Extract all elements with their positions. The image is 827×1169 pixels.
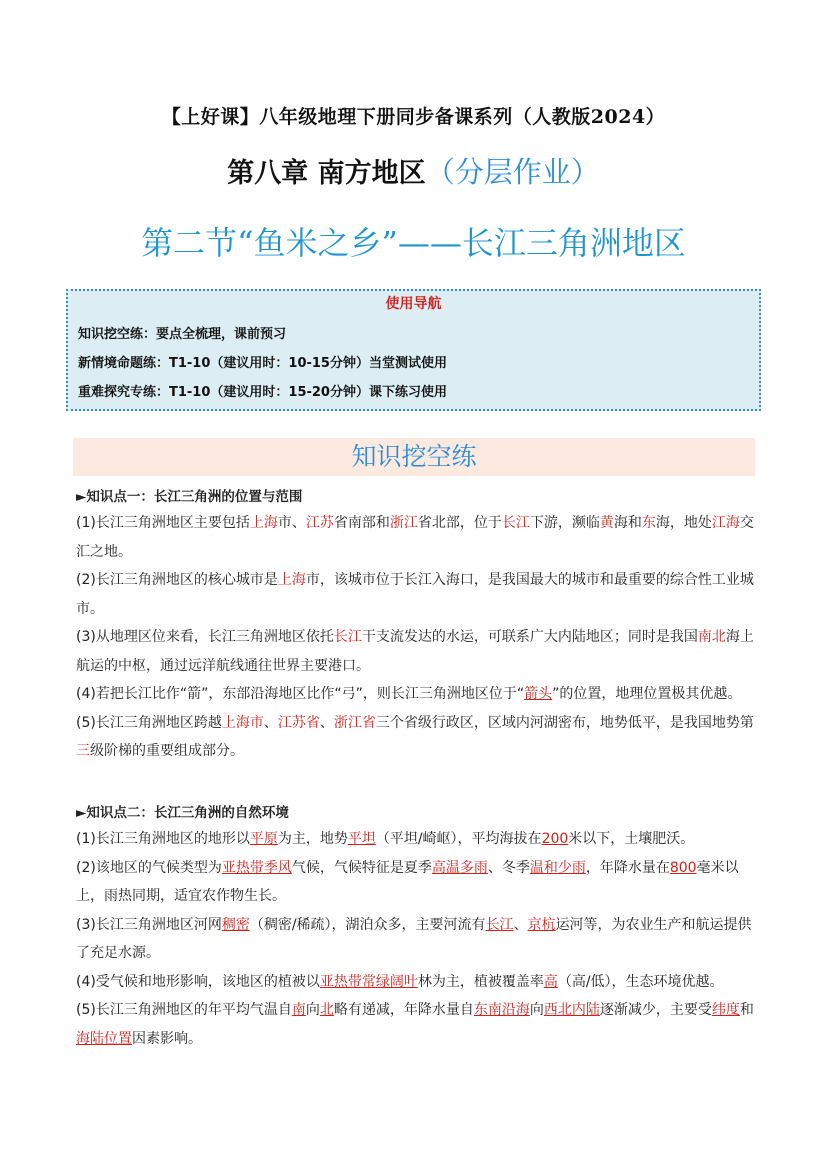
answer-text: 江苏省: [277, 714, 320, 731]
answer-blank: 海陆位置: [76, 1030, 132, 1047]
answer-blank: 平原: [249, 831, 278, 847]
body-text: 海，地处: [655, 515, 712, 531]
body-text: （高/低），生态环境优越。: [557, 973, 724, 990]
body-text: 略有递减，年降水量自: [333, 1002, 474, 1018]
body-text: 海上航运的中枢，通过远洋航线通往世界主要港口。: [76, 629, 754, 674]
body-text: 、: [319, 714, 334, 731]
body-text: ，年降水量在: [585, 859, 670, 876]
answer-blank: 亚热带季风: [221, 859, 292, 876]
body-text: 省南部和: [333, 515, 390, 531]
answer-text: 江苏: [305, 515, 334, 531]
body-text: 、冬季: [487, 859, 530, 876]
body-text: ”的位置，地理位置极其优越。: [552, 686, 742, 702]
series-title: 【上好课】八年级地理下册同步备课系列（人教版2024）: [161, 106, 666, 128]
answer-text: 浙江省: [333, 714, 376, 731]
section-band-title: 知识挖空练: [73, 438, 755, 476]
body-text: 、: [513, 916, 528, 933]
answer-blank: 高温多雨: [431, 859, 488, 876]
body-text: (5)长江三角洲地区跨越: [76, 714, 222, 731]
knowledge-item: [76, 968, 756, 997]
answer-text: 江海: [711, 515, 740, 531]
body-text: 市，该城市位于长江入海口，是我国最大的城市和最重要的综合性工业城市。: [76, 572, 754, 617]
body-text: (2)长江三角洲地区的核心城市是: [76, 572, 278, 588]
body-text: (4)若把长江比作“箭”，东部沿海地区比作“弓”，则长江三角洲地区位于“: [76, 686, 525, 702]
knowledge-item: [76, 825, 756, 854]
answer-text: 长江: [333, 629, 362, 645]
body-text: 下游，濒临: [529, 515, 600, 531]
answer-text: 黄: [599, 515, 614, 531]
answer-blank: 200: [541, 831, 569, 847]
knowledge-item: [76, 996, 756, 1053]
answer-blank: 西北内陆: [543, 1002, 600, 1018]
body-text: 逐渐减少，主要受: [599, 1002, 712, 1018]
body-text: （平坦/崎岖），平均海拔在: [375, 831, 542, 847]
body-text: （稠密/稀疏），湖泊众多，主要河流有: [249, 916, 486, 933]
answer-text: 上海: [249, 515, 278, 531]
body-text: 交汇之地。: [76, 515, 754, 560]
answer-blank: 高: [543, 973, 558, 990]
knowledge-item: [76, 509, 756, 566]
answer-blank: 纬度: [711, 1002, 740, 1018]
knowledge-point-heading: ►知识点二：长江三角洲的自然环境: [76, 805, 289, 821]
answer-blank: 京杭: [527, 916, 556, 933]
body-text: 为主，地势: [277, 831, 348, 847]
knowledge-point-two: [76, 801, 756, 1053]
body-text: (3)从地理区位来看，长江三角洲地区依托: [76, 629, 334, 645]
answer-blank: 长江: [485, 916, 514, 933]
answer-blank: 稠密: [221, 916, 250, 933]
knowledge-item: [76, 680, 756, 709]
section-title: 第二节“鱼米之乡”——长江三角洲地区: [141, 224, 686, 262]
body-text: 向: [305, 1002, 320, 1018]
answer-text: 三: [76, 743, 90, 759]
knowledge-point-one: [76, 485, 756, 766]
answer-blank: 温和少雨: [529, 859, 586, 876]
knowledge-item: [76, 709, 756, 766]
answer-text: 东: [641, 515, 656, 531]
body-text: 级阶梯的重要组成部分。: [90, 743, 244, 759]
guide-line: 重难探究专练：T1-10（建议用时：15-20分钟）课下练习使用: [78, 385, 447, 400]
guide-line: 新情境命题练：T1-10（建议用时：10-15分钟）当堂测试使用: [78, 356, 447, 371]
answer-blank: 东南沿海: [473, 1002, 530, 1018]
body-text: 气候，气候特征是夏季: [291, 859, 432, 876]
body-text: 、: [263, 714, 278, 731]
chapter-name: 第八章 南方地区: [227, 158, 426, 189]
answer-text: 南北: [697, 629, 726, 645]
answer-text: 上海市: [221, 714, 264, 731]
usage-guide-box: [66, 289, 761, 411]
answer-blank: 800: [669, 859, 697, 876]
body-text: (5)长江三角洲地区的年平均气温自: [76, 1002, 292, 1018]
body-text: 干支流发达的水运，可联系广大内陆地区；同时是我国: [361, 629, 698, 645]
body-text: (2)该地区的气候类型为: [76, 859, 222, 876]
answer-blank: 亚热带常绿阔叶: [319, 973, 418, 990]
answer-text: 长江: [501, 515, 530, 531]
answer-text: 上海: [277, 572, 306, 588]
answer-blank: 北: [319, 1002, 334, 1018]
body-text: (3)长江三角洲地区河网: [76, 916, 222, 933]
knowledge-item: [76, 623, 756, 680]
guide-title: 使用导航: [385, 296, 442, 312]
answer-blank: 南: [291, 1002, 306, 1018]
chapter-title: [0, 150, 827, 191]
chapter-subtitle: （分层作业）: [425, 155, 600, 189]
answer-blank: 平坦: [347, 831, 376, 847]
body-text: (4)受气候和地形影响，该地区的植被以: [76, 973, 320, 990]
body-text: 三个省级行政区，区域内河湖密布，地势低平，是我国地势第: [375, 714, 754, 731]
answer-text: 浙江: [389, 515, 418, 531]
body-text: (1)长江三角洲地区的地形以: [76, 831, 250, 847]
body-text: 毫米以上，雨热同期，适宜农作物生长。: [76, 859, 739, 904]
knowledge-item: [76, 911, 756, 968]
body-text: 因素影响。: [132, 1030, 202, 1047]
body-text: 米以下，土壤肥沃。: [568, 831, 695, 847]
knowledge-item: [76, 854, 756, 911]
body-text: 向: [529, 1002, 544, 1018]
guide-line: 知识挖空练：要点全梳理，课前预习: [78, 327, 287, 342]
body-text: 运河等，为农业生产和航运提供了充足水源。: [76, 916, 752, 961]
answer-blank: 箭头: [524, 686, 553, 702]
body-text: 市、: [277, 515, 306, 531]
knowledge-point-heading: ►知识点一：长江三角洲的位置与范围: [76, 489, 303, 505]
body-text: (1)长江三角洲地区主要包括: [76, 515, 250, 531]
knowledge-item: [76, 566, 756, 623]
body-text: 和: [739, 1002, 754, 1018]
body-text: 林为主，植被覆盖率: [417, 973, 544, 990]
body-text: 省北部，位于: [417, 515, 502, 531]
body-text: 海和: [613, 515, 642, 531]
